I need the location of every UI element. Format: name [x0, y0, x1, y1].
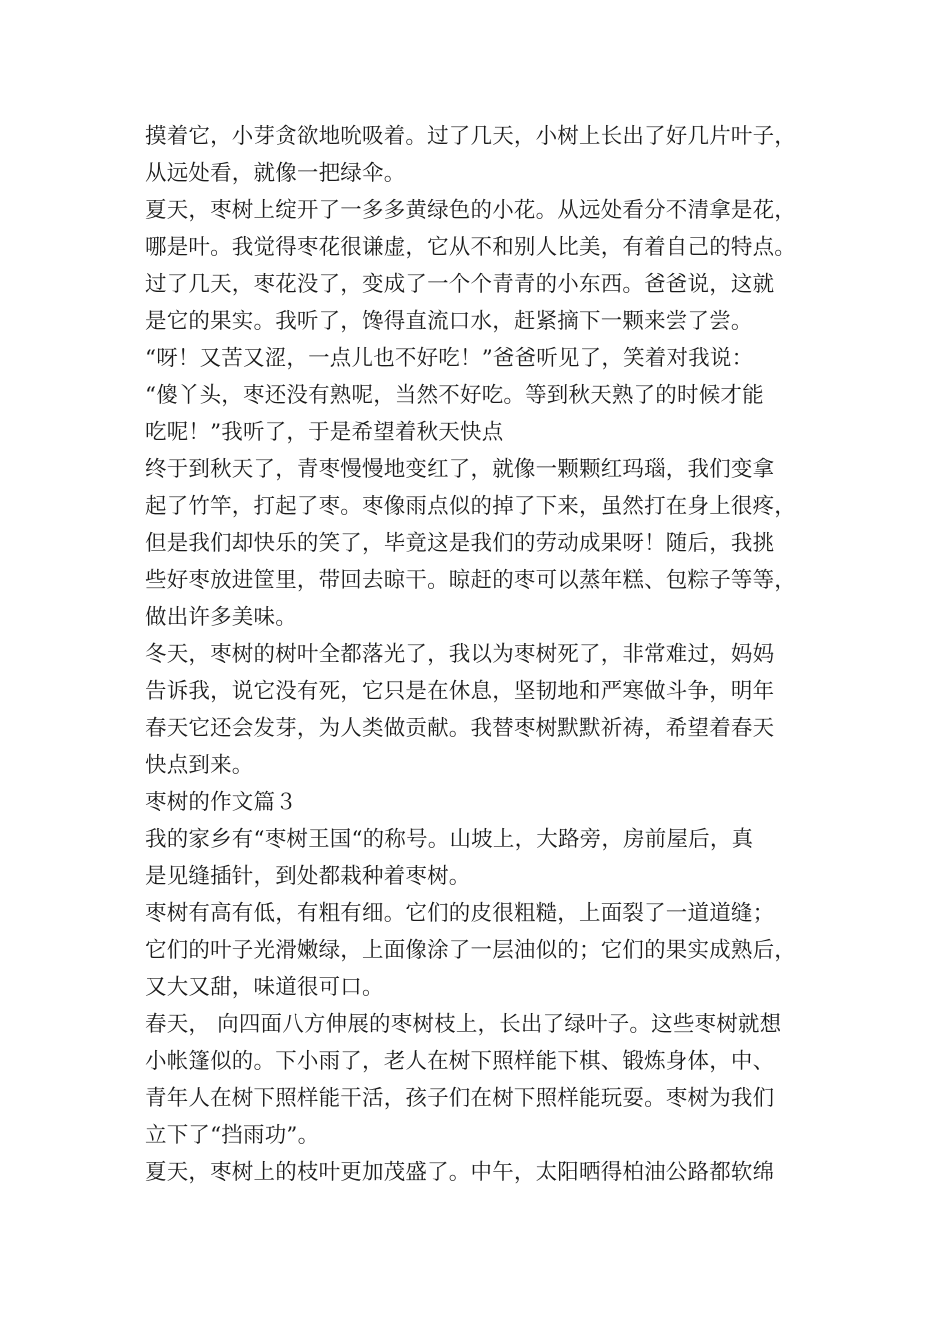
text-line: 是它的果实。我听了，馋得直流口水，赶紧摘下一颗来尝了尝。 — [145, 309, 753, 334]
text-line: 些好枣放进筐里，带回去晾干。晾赶的枣可以蒸年糕、包粽子等等， — [145, 568, 797, 593]
text-line: 青年人在树下照样能干活，孩子们在树下照样能玩耍。枣树为我们 — [145, 1086, 775, 1111]
text-line: 春天， 向四面八方伸展的枣树枝上，长出了绿叶子。这些枣树就想 — [145, 1012, 782, 1037]
text-line: 冬天，枣树的树叶全都落光了，我以为枣树死了，非常难过，妈妈 — [145, 642, 775, 667]
text-line: 夏天，枣树上绽开了一多多黄绿色的小花。从远处看分不清拿是花， — [145, 198, 797, 223]
document-body — [145, 118, 825, 1191]
text-line: 枣树有高有低，有粗有细。它们的皮很粗糙，上面裂了一道道缝； — [145, 901, 775, 926]
text-line: 起了竹竿，打起了枣。枣像雨点似的掉了下来，虽然打在身上很疼， — [145, 494, 797, 519]
text-line: 我的家乡有“枣树王国“的称号。山坡上，大路旁，房前屋后，真 — [145, 827, 754, 852]
text-line: 快点到来。 — [145, 753, 254, 778]
text-line: “呀！又苦又涩，一点儿也不好吃！”爸爸听见了，笑着对我说： — [145, 346, 754, 371]
text-line: 枣树的作文篇３ — [145, 790, 297, 815]
text-line: 但是我们却快乐的笑了，毕竟这是我们的劳动成果呀！随后，我挑 — [145, 531, 775, 556]
text-line: 又大又甜，味道很可口。 — [145, 975, 384, 1000]
text-line: 从远处看，就像一把绿伞。 — [145, 161, 406, 186]
text-line: 摸着它，小芽贪欲地吮吸着。过了几天，小树上长出了好几片叶子， — [145, 124, 797, 149]
text-line: 终于到秋天了，青枣慢慢地变红了，就像一颗颗红玛瑙，我们变拿 — [145, 457, 775, 482]
text-line: 立下了“挡雨功”。 — [145, 1123, 320, 1148]
text-line: 哪是叶。我觉得枣花很谦虚，它从不和别人比美，有着自己的特点。 — [145, 235, 797, 260]
text-line: “傻丫头，枣还没有熟呢，当然不好吃。等到秋天熟了的时候才能 — [145, 383, 764, 408]
text-line: 它们的叶子光滑嫩绿，上面像涂了一层油似的；它们的果实成熟后， — [145, 938, 797, 963]
text-line: 告诉我，说它没有死，它只是在休息，坚韧地和严寒做斗争，明年 — [145, 679, 775, 704]
text-line: 过了几天，枣花没了，变成了一个个青青的小东西。爸爸说，这就 — [145, 272, 775, 297]
text-line: 是见缝插针，到处都栽种着枣树。 — [145, 864, 471, 889]
text-line: 做出许多美味。 — [145, 605, 297, 630]
text-line: 吃呢！”我听了，于是希望着秋天快点 — [145, 420, 504, 445]
text-line: 夏天，枣树上的枝叶更加茂盛了。中午，太阳晒得柏油公路都软绵 — [145, 1160, 775, 1185]
text-line: 春天它还会发芽，为人类做贡献。我替枣树默默祈祷，希望着春天 — [145, 716, 775, 741]
text-line: 小帐篷似的。下小雨了，老人在树下照样能下棋、锻炼身体，中、 — [145, 1049, 775, 1074]
